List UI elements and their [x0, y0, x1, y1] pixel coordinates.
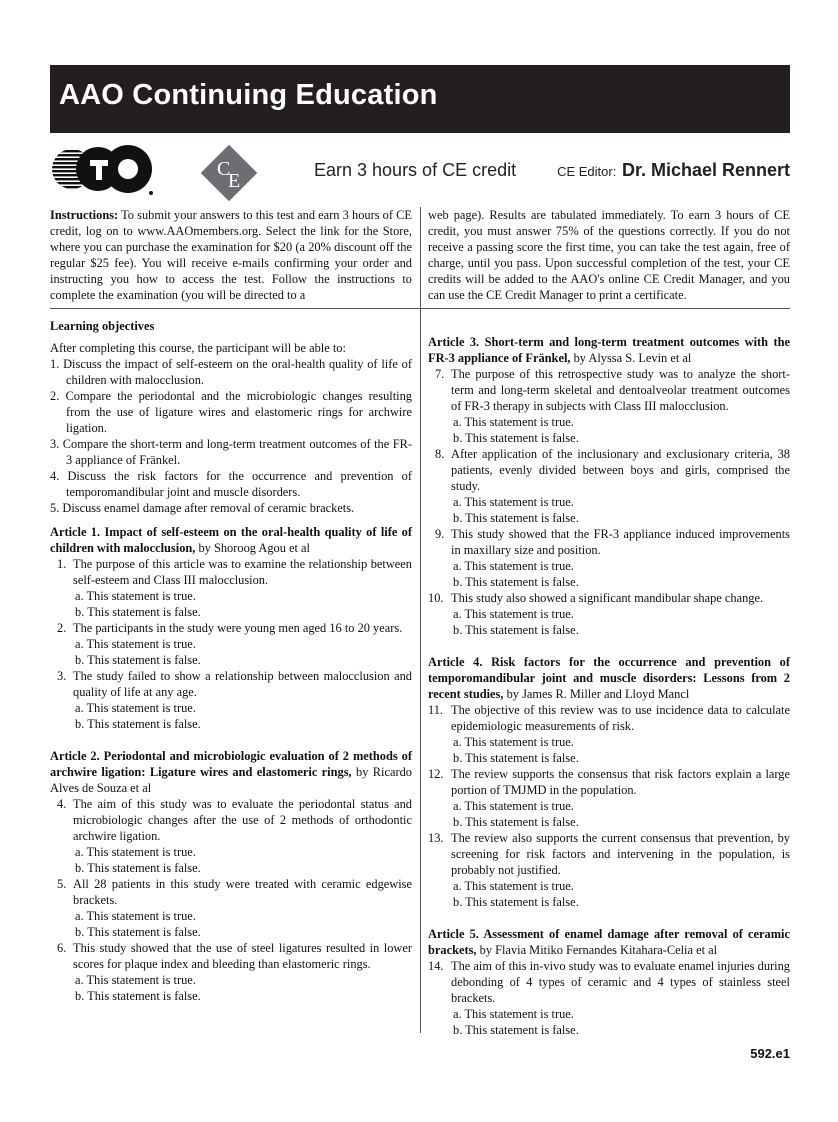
answer-option[interactable]: a. This statement is true. — [75, 701, 196, 715]
page-number: 592.e1 — [750, 1046, 790, 1061]
instructions-text-right: web page). Results are tabulated immediately. To earn 3 hours of CE credit, you must answer 75% of the questions correctly. If you do not receive a passing score the first time, you can take the test again, free of charge, until you pass. Upon successful completion of the test, your CE credits will be added to the AAO's online CE Credit Manager, and you can use the CE Credit Manager to print a certificate. — [428, 208, 790, 302]
article-title — [50, 524, 412, 556]
question-number: 10. — [428, 591, 444, 605]
question-number: 2. — [57, 621, 67, 635]
right-column — [428, 318, 790, 1038]
question-text: The objective of this review was to use incidence data to calculate epidemiologic measurements of risk. — [451, 703, 790, 733]
ce-badge-icon — [197, 141, 261, 205]
question-item — [428, 590, 790, 606]
question-item — [428, 702, 790, 734]
question-text: The aim of this study was to evaluate the periodontal status and microbiologic changes after the use of 2 methods of orthodontic archwire ligation. — [73, 797, 412, 843]
answer-option[interactable]: b. This statement is false. — [453, 623, 579, 637]
article-heading: Article 4. Risk factors for the occurrence and prevention of temporomandibular joint and muscle disorders: Lessons from 2 recent studies, — [428, 655, 790, 701]
objective-item: 1. Discuss the impact of self-esteem on the oral-health quality of life of children with malocclusion. — [50, 357, 412, 387]
editor-name: Dr. Michael Rennert — [621, 160, 790, 180]
question-number: 12. — [428, 767, 444, 781]
answer-option[interactable]: b. This statement is false. — [453, 511, 579, 525]
question-text: The study failed to show a relationship between malocclusion and quality of life at any age. — [73, 669, 412, 699]
column-divider — [420, 207, 421, 1033]
question-item — [50, 796, 412, 844]
article-authors: by Flavia Mitiko Fernandes Kitahara-Celia et al — [476, 943, 718, 957]
answer-option[interactable]: b. This statement is false. — [453, 751, 579, 765]
article-heading: Article 2. Periodontal and microbiologic evaluation of 2 methods of archwire ligation: Ligature wires and elastomeric rings, — [50, 749, 412, 779]
answer-option[interactable]: a. This statement is true. — [75, 909, 196, 923]
svg-text:E: E — [228, 170, 241, 192]
answer-option[interactable]: b. This statement is false. — [453, 815, 579, 829]
question-number: 5. — [57, 877, 67, 891]
instructions-text-left: To submit your answers to this test and earn 3 hours of CE credit, log on to www.AAOmembers.org. Select the link for the Store, where you can purchase the examination for $20 (a 20% discount off the regular $25 fee). You will receive e-mails confirming your order and instructing you how to access the test. Follow the instructions to complete the examination (you will be directed to a — [50, 208, 412, 302]
editor-label: CE Editor: — [557, 164, 617, 179]
answer-option[interactable]: b. This statement is false. — [75, 861, 201, 875]
article-title — [428, 654, 790, 702]
answer-option[interactable]: b. This statement is false. — [75, 605, 201, 619]
article-authors: by Ricardo Alves de Souza et al — [50, 765, 412, 795]
question-item — [428, 958, 790, 1006]
answer-option[interactable]: a. This statement is true. — [75, 589, 196, 603]
article-section — [428, 334, 790, 638]
svg-text:C: C — [217, 158, 231, 180]
answer-option[interactable]: a. This statement is true. — [453, 415, 574, 429]
objectives-title: Learning objectives — [50, 319, 155, 333]
question-item — [50, 876, 412, 908]
article-title — [428, 334, 790, 366]
answer-option[interactable]: b. This statement is false. — [453, 431, 579, 445]
question-text: The review supports the consensus that risk factors explain a large portion of TMJMD in the population. — [451, 767, 790, 797]
answer-option[interactable]: b. This statement is false. — [453, 575, 579, 589]
question-item — [428, 446, 790, 494]
question-number: 11. — [428, 703, 444, 717]
question-number: 13. — [428, 831, 444, 845]
answer-option[interactable]: a. This statement is true. — [453, 799, 574, 813]
objective-item: 2. Compare the periodontal and the microbiologic changes resulting from the use of ligature wires and elastomeric rings for archwire ligation. — [50, 389, 412, 435]
answer-option[interactable]: b. This statement is false. — [75, 925, 201, 939]
objectives-intro: After completing this course, the participant will be able to: — [50, 341, 346, 355]
question-text: This study also showed a significant mandibular shape change. — [451, 591, 764, 605]
answer-option[interactable]: b. This statement is false. — [75, 989, 201, 1003]
question-text: The review also supports the current consensus that prevention, by screening for risk factors and intervening in the population, is probably not justified. — [451, 831, 790, 877]
answer-option[interactable]: b. This statement is false. — [75, 653, 201, 667]
header-bar — [50, 65, 790, 133]
article-heading: Article 1. Impact of self-esteem on the oral-health quality of life of children with malocclusion, — [50, 525, 412, 555]
earn-credit-heading: Earn 3 hours of CE credit — [314, 160, 517, 180]
question-text: The purpose of this article was to examine the relationship between self-esteem and Class III malocclusion. — [73, 557, 412, 587]
question-text: The purpose of this retrospective study was to analyze the short-term and long-term skeletal and dentoalveolar treatment outcomes of FR-3 therapy in subjects with Class III malocclusion. — [451, 367, 790, 413]
objective-item: 4. Discuss the risk factors for the occurrence and prevention of temporomandibular joint and muscle disorders. — [50, 469, 412, 499]
question-number: 9. — [435, 527, 445, 541]
left-column — [50, 318, 412, 1004]
question-item — [428, 766, 790, 798]
answer-option[interactable]: a. This statement is true. — [453, 607, 574, 621]
question-number: 1. — [57, 557, 67, 571]
aao-logo-icon — [50, 142, 158, 198]
article-heading: Article 5. Assessment of enamel damage after removal of ceramic brackets, — [428, 927, 790, 957]
instructions-label: Instructions: — [50, 208, 119, 222]
article-authors: by James R. Miller and Lloyd Mancl — [503, 687, 690, 701]
question-item — [428, 366, 790, 414]
question-number: 4. — [57, 797, 67, 811]
article-section — [428, 926, 790, 1038]
article-heading: Article 3. Short-term and long-term treatment outcomes with the FR-3 appliance of Fränkel, — [428, 335, 790, 365]
instructions-right — [428, 207, 790, 303]
article-section — [428, 654, 790, 910]
question-item — [50, 940, 412, 972]
question-item — [428, 526, 790, 558]
ce-editor — [557, 160, 790, 181]
question-text: After application of the inclusionary and exclusionary criteria, 38 patients, evenly divided between boys and girls, comprised the study. — [451, 447, 790, 493]
answer-option[interactable]: b. This statement is false. — [453, 1023, 579, 1037]
question-text: The aim of this in-vivo study was to evaluate enamel injuries during debonding of 4 types of ceramic and 4 types of stainless steel brackets. — [451, 959, 790, 1005]
question-item — [50, 668, 412, 700]
answer-option[interactable]: a. This statement is true. — [453, 1007, 574, 1021]
question-number: 6. — [57, 941, 67, 955]
article-title — [50, 748, 412, 796]
page-title: AAO Continuing Education — [59, 79, 438, 111]
question-text: This study showed that the FR-3 appliance induced improvements in maxillary size and position. — [451, 527, 790, 557]
question-text: This study showed that the use of steel ligatures resulted in lower scores for plaque index and bleeding than elastomeric rings. — [73, 941, 412, 971]
article-title — [428, 926, 790, 958]
article-section — [50, 748, 412, 1004]
answer-option[interactable]: a. This statement is true. — [75, 637, 196, 651]
section-divider — [50, 308, 790, 309]
question-item — [428, 830, 790, 878]
question-item — [50, 556, 412, 588]
question-number: 7. — [435, 367, 445, 381]
question-text: All 28 patients in this study were treated with ceramic edgewise brackets. — [73, 877, 412, 907]
instructions-left — [50, 207, 412, 303]
objective-item: 3. Compare the short-term and long-term treatment outcomes of the FR-3 appliance of Fränkel. — [50, 437, 412, 467]
answer-option[interactable]: a. This statement is true. — [453, 879, 574, 893]
answer-option[interactable]: a. This statement is true. — [75, 845, 196, 859]
article-authors: by Shoroog Agou et al — [195, 541, 310, 555]
question-number: 8. — [435, 447, 445, 461]
answer-option[interactable]: a. This statement is true. — [75, 973, 196, 987]
question-text: The participants in the study were young men aged 16 to 20 years. — [73, 621, 403, 635]
objective-item: 5. Discuss enamel damage after removal of ceramic brackets. — [50, 501, 355, 515]
answer-option[interactable]: a. This statement is true. — [453, 559, 574, 573]
question-item — [50, 620, 412, 636]
answer-option[interactable]: b. This statement is false. — [75, 717, 201, 731]
question-number: 3. — [57, 669, 67, 683]
objectives-list — [50, 356, 412, 516]
article-authors: by Alyssa S. Levin et al — [570, 351, 692, 365]
answer-option[interactable]: a. This statement is true. — [453, 495, 574, 509]
question-number: 14. — [428, 959, 444, 973]
answer-option[interactable]: a. This statement is true. — [453, 735, 574, 749]
article-section — [50, 524, 412, 732]
answer-option[interactable]: b. This statement is false. — [453, 895, 579, 909]
